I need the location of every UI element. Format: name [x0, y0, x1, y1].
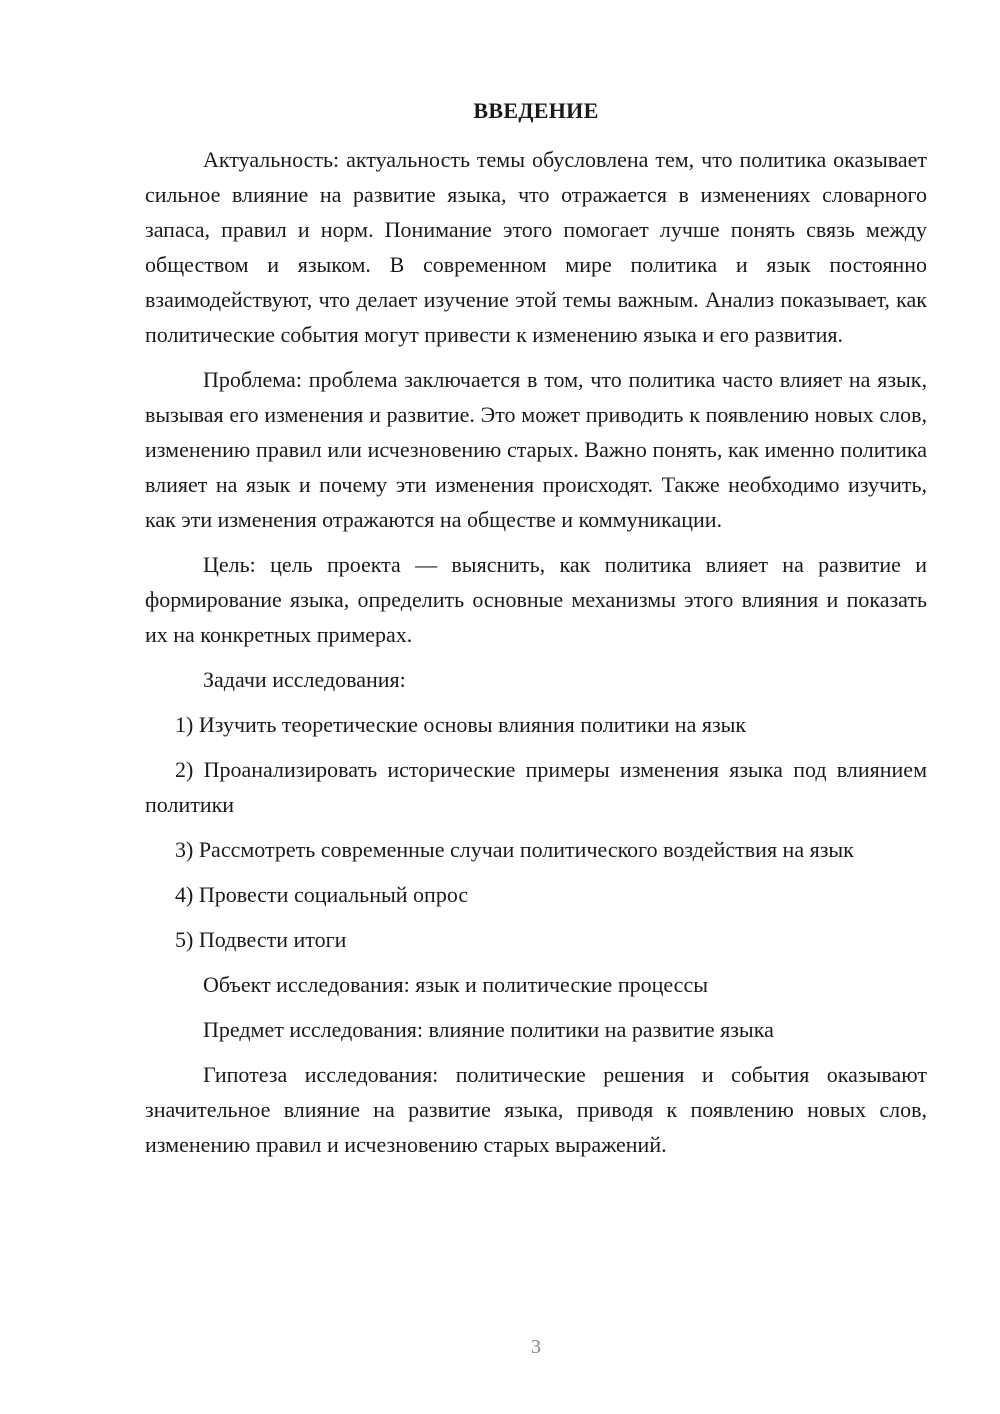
paragraph-subject: Предмет исследования: влияние политики на развитие языка	[203, 1017, 774, 1042]
paragraph-goal: Цель: цель проекта — выяснить, как политика влияет на развитие и формирование языка, определить основные механизмы этого влияния и показать их на конкретных примерах.	[145, 552, 927, 647]
task-item: 4) Провести социальный опрос	[175, 882, 469, 907]
page-number: 3	[531, 1336, 541, 1358]
page-title: ВВЕДЕНИЕ	[473, 98, 599, 123]
document-body	[145, 142, 927, 1162]
task-item: 3) Рассмотреть современные случаи политического воздействия на язык	[175, 837, 854, 862]
paragraph-hypothesis: Гипотеза исследования: политические решения и события оказывают значительное влияние на развитие языка, приводя к появлению новых слов, изменению правил и исчезновению старых выражений.	[145, 1062, 927, 1157]
task-item: 2) Проанализировать исторические примеры изменения языка под влиянием политики	[145, 757, 927, 817]
paragraph-problem: Проблема: проблема заключается в том, что политика часто влияет на язык, вызывая его изменения и развитие. Это может приводить к появлению новых слов, изменению правил или исчезновению старых. Важно понять, как именно политика влияет на язык и почему эти изменения происходят. Также необходимо изучить, как эти изменения отражаются на обществе и коммуникации.	[145, 367, 927, 532]
task-item: 1) Изучить теоретические основы влияния политики на язык	[175, 712, 747, 737]
paragraph-relevance: Актуальность: актуальность темы обусловлена тем, что политика оказывает сильное влияние на развитие языка, что отражается в изменениях словарного запаса, правил и норм. Понимание этого помогает лучше понять связь между обществом и языком. В современном мире политика и язык постоянно взаимодействуют, что делает изучение этой темы важным. Анализ показывает, как политические события могут привести к изменению языка и его развития.	[145, 147, 927, 347]
tasks-heading: Задачи исследования:	[203, 667, 406, 692]
task-item: 5) Подвести итоги	[175, 927, 347, 952]
paragraph-object: Объект исследования: язык и политические процессы	[203, 972, 708, 997]
document-page	[145, 0, 927, 1414]
